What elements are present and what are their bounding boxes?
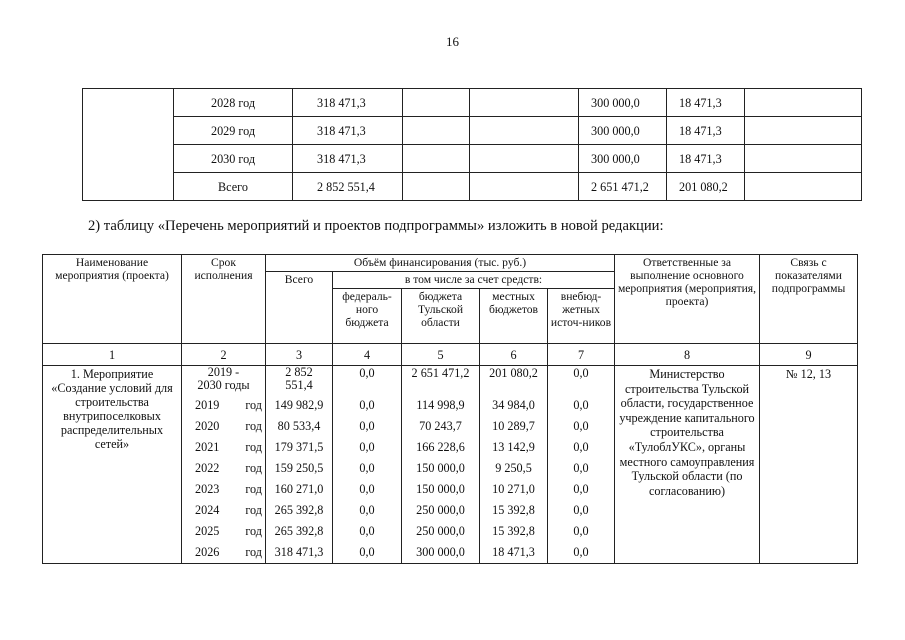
top-table-cell-c3: 300 000,0	[579, 117, 667, 145]
header-incl: в том числе за счет средств:	[333, 272, 615, 289]
column-number: 3	[266, 344, 333, 366]
year-federal: 0,0	[359, 503, 375, 517]
top-table-cell-c4: 18 471,3	[667, 145, 745, 173]
year-total: 149 982,9	[274, 398, 324, 412]
total-all: 2 852 551,4	[285, 365, 313, 392]
top-table-cell-year: 2028 год	[174, 89, 293, 117]
year-local: 10 271,0	[492, 482, 535, 496]
top-table-cell-c3: 2 651 471,2	[579, 173, 667, 201]
header-name: Наименование мероприятия (проекта)	[43, 255, 182, 344]
year-word: год	[245, 503, 262, 517]
year-extra: 0,0	[573, 482, 589, 496]
year-word: год	[245, 524, 262, 538]
responsible-cell: Министерство строительства Тульской области, государственное учреждение капитального строительства «ТулоблУКС», органы местного самоуправления Тульской области (по согласованию)	[615, 366, 760, 564]
header-total: Всего	[266, 272, 333, 344]
year-federal: 0,0	[359, 440, 375, 454]
year-regional: 114 998,9	[416, 398, 465, 412]
top-table-cell-c3: 300 000,0	[579, 89, 667, 117]
year-federal: 0,0	[359, 524, 375, 538]
top-table-cell-c5	[745, 173, 862, 201]
year-regional: 166 228,6	[416, 440, 465, 454]
year-local: 13 142,9	[492, 440, 535, 454]
year-label	[182, 395, 265, 416]
year-extra: 0,0	[573, 461, 589, 475]
year-extra: 0,0	[573, 419, 589, 433]
top-table-cell-c2	[470, 173, 579, 201]
year-local: 15 392,8	[492, 503, 535, 517]
top-table-cell-total: 318 471,3	[293, 117, 403, 145]
link-cell: № 12, 13	[760, 366, 858, 564]
year-number: 2026	[195, 545, 220, 559]
column-number: 9	[760, 344, 858, 366]
page-number: 16	[446, 34, 459, 49]
header-row-1	[43, 255, 858, 272]
year-number: 2021	[195, 440, 220, 454]
year-local: 18 471,3	[492, 545, 535, 559]
year-label	[182, 521, 265, 542]
top-table-cell-c4: 18 471,3	[667, 89, 745, 117]
top-table-cell-c3: 300 000,0	[579, 145, 667, 173]
year-word: год	[245, 440, 262, 454]
year-regional: 70 243,7	[419, 419, 462, 433]
event-name: 1. Мероприятие «Создание условий для строительства внутрипоселковых распределительных сетей»	[43, 366, 182, 564]
year-word: год	[245, 461, 262, 475]
year-word: год	[245, 398, 262, 412]
year-number: 2019	[195, 398, 220, 412]
measures-table	[42, 254, 858, 564]
year-number: 2022	[195, 461, 220, 475]
top-table-cell-c1	[403, 89, 470, 117]
column-number: 8	[615, 344, 760, 366]
year-total: 159 250,5	[274, 461, 324, 475]
year-extra: 0,0	[573, 440, 589, 454]
regional-all: 2 651 471,2	[411, 366, 470, 380]
top-table-cell-year: Всего	[174, 173, 293, 201]
header-link: Связь с показателями подпрограммы	[760, 255, 858, 344]
year-federal: 0,0	[359, 398, 375, 412]
year-total: 179 371,5	[274, 440, 324, 454]
year-label	[182, 416, 265, 437]
year-local: 34 984,0	[492, 398, 535, 412]
year-total: 318 471,3	[274, 545, 324, 559]
column-number: 2	[182, 344, 266, 366]
year-label	[182, 479, 265, 500]
top-funding-table	[82, 88, 862, 201]
year-local: 9 250,5	[495, 461, 532, 475]
top-table-cell-c1	[403, 173, 470, 201]
federal-all: 0,0	[359, 366, 375, 380]
header-federal: федераль-ного бюджета	[333, 289, 402, 344]
year-total: 160 271,0	[274, 482, 324, 496]
top-table-cell-c2	[470, 89, 579, 117]
year-number: 2020	[195, 419, 220, 433]
top-table-cell-c2	[470, 117, 579, 145]
header-extra: внебюд-жетных источ-ников	[548, 289, 615, 344]
top-table-row	[83, 117, 862, 145]
top-table-row	[83, 173, 862, 201]
top-table-cell-c1	[403, 117, 470, 145]
year-word: год	[245, 419, 262, 433]
extra-all: 0,0	[573, 366, 589, 380]
top-table-cell-c1	[403, 145, 470, 173]
event-row	[43, 366, 858, 564]
top-table-row	[83, 89, 862, 117]
top-table-cell-c4: 201 080,2	[667, 173, 745, 201]
intro-paragraph: 2) таблицу «Перечень мероприятий и проектов подпрограммы» изложить в новой редакции:	[88, 218, 664, 234]
year-total: 265 392,8	[274, 524, 324, 538]
year-regional: 250 000,0	[416, 524, 465, 538]
year-local: 10 289,7	[492, 419, 535, 433]
top-table-cell-year: 2029 год	[174, 117, 293, 145]
top-table-cell-c5	[745, 117, 862, 145]
year-label	[182, 458, 265, 479]
column-number-row	[43, 344, 858, 366]
year-regional: 300 000,0	[416, 545, 465, 559]
column-number: 1	[43, 344, 182, 366]
header-term: Срок исполнения	[182, 255, 266, 344]
column-number: 6	[480, 344, 548, 366]
year-label	[182, 542, 265, 563]
year-federal: 0,0	[359, 419, 375, 433]
header-local: местных бюджетов	[480, 289, 548, 344]
local-all: 201 080,2	[489, 366, 538, 380]
header-responsible: Ответственные за выполнение основного мероприятия (мероприятия, проекта)	[615, 255, 760, 344]
top-table-cell-c5	[745, 145, 862, 173]
top-table-cell-year: 2030 год	[174, 145, 293, 173]
year-total: 80 533,4	[277, 419, 321, 433]
header-regional: бюджета Тульской области	[402, 289, 480, 344]
year-number: 2024	[195, 503, 220, 517]
top-table-cell-total: 318 471,3	[293, 145, 403, 173]
top-table-cell-c2	[470, 145, 579, 173]
top-table-cell-c5	[745, 89, 862, 117]
year-federal: 0,0	[359, 461, 375, 475]
column-number: 5	[402, 344, 480, 366]
top-table-row	[83, 145, 862, 173]
year-word: год	[245, 545, 262, 559]
year-extra: 0,0	[573, 524, 589, 538]
term-range: 2019 - 2030 годы	[197, 365, 250, 392]
top-table-cell-total: 2 852 551,4	[293, 173, 403, 201]
year-number: 2023	[195, 482, 220, 496]
header-funding: Объём финансирования (тыс. руб.)	[266, 255, 615, 272]
top-table-cell-c4: 18 471,3	[667, 117, 745, 145]
year-local: 15 392,8	[492, 524, 535, 538]
year-number: 2025	[195, 524, 220, 538]
year-federal: 0,0	[359, 482, 375, 496]
year-extra: 0,0	[573, 398, 589, 412]
year-regional: 150 000,0	[416, 461, 465, 475]
year-label	[182, 500, 265, 521]
year-extra: 0,0	[573, 503, 589, 517]
year-total: 265 392,8	[274, 503, 324, 517]
top-table-empty-cell	[83, 89, 174, 201]
column-number: 4	[333, 344, 402, 366]
year-regional: 250 000,0	[416, 503, 465, 517]
year-federal: 0,0	[359, 545, 375, 559]
column-number: 7	[548, 344, 615, 366]
top-table-cell-total: 318 471,3	[293, 89, 403, 117]
year-label	[182, 437, 265, 458]
year-regional: 150 000,0	[416, 482, 465, 496]
year-word: год	[245, 482, 262, 496]
year-extra: 0,0	[573, 545, 589, 559]
